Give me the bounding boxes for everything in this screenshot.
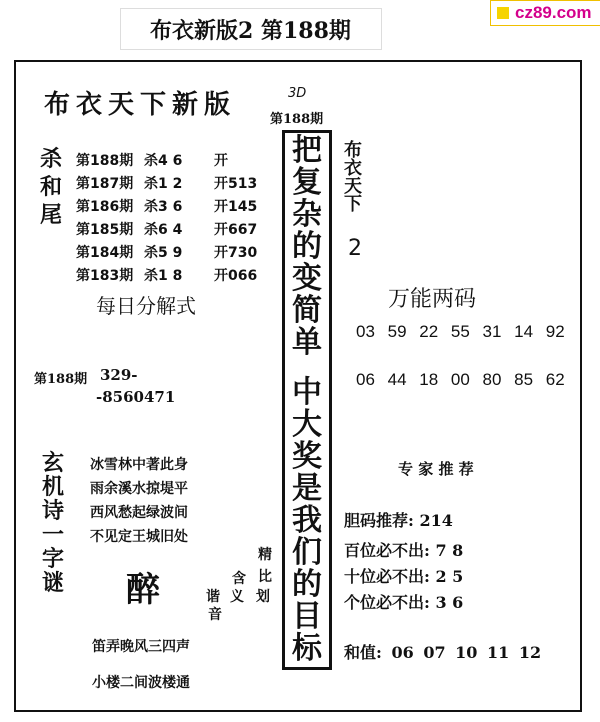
tens-exclude: 十位必不出: 2 5: [344, 567, 464, 586]
poem-footer-2: 小楼二间波楼通: [92, 675, 190, 691]
poem-line: 不见定王城旧处: [90, 529, 188, 545]
brand-vertical: 布 衣 天 下: [344, 140, 362, 215]
riddle-answer: 醉: [126, 570, 160, 610]
logo-text: cz89.com: [515, 3, 592, 22]
daily-title: 每日分解式: [96, 294, 196, 318]
bold-code: 胆码推荐: 214: [344, 511, 453, 530]
hundreds-exclude: 百位必不出: 7 8: [344, 541, 464, 560]
daily-line-1: 329-: [100, 366, 138, 384]
kill-row: 第185期 杀6 4 开667: [76, 222, 258, 238]
tag-issue: 第188期: [270, 112, 324, 127]
units-exclude: 个位必不出: 3 6: [344, 593, 464, 612]
kill-section-label: 杀 和 尾: [40, 146, 63, 228]
brand-number: 2: [348, 236, 362, 261]
riddle-hint: 划: [256, 589, 270, 605]
site-logo: [490, 0, 600, 26]
poem-line: 冰雪林中著此身: [90, 457, 188, 473]
two-codes-row-1: 03 59 22 55 31 14 92: [356, 322, 565, 341]
kill-row: 第184期 杀5 9 开730: [76, 245, 258, 261]
brand-title: 布衣天下新版: [44, 90, 237, 120]
riddle-hint: 精: [258, 547, 272, 563]
riddle-hint: 谐: [206, 589, 220, 605]
sum-values: 和值: 06 07 10 11 12: [344, 643, 542, 662]
kill-row: 第188期 杀4 6 开: [76, 153, 228, 169]
page-title: 布衣新版2 第188期: [150, 18, 351, 44]
poem-section-label: 玄 机 诗 一 字 谜: [42, 450, 65, 596]
poem-line: 西风愁起绿波间: [90, 505, 188, 521]
logo-square-icon: [497, 7, 509, 19]
kill-row: 第186期 杀3 6 开145: [76, 199, 258, 215]
expert-title: 专 家 推 荐: [398, 460, 474, 478]
slogan-column: 把 复 杂 的 变 简 单 中 大 奖 是 我 们 的 目 标: [292, 133, 322, 666]
tag-3d: 3D: [288, 86, 307, 101]
two-codes-title: 万能两码: [388, 287, 477, 312]
kill-row: 第187期 杀1 2 开513: [76, 176, 258, 192]
two-codes-row-2: 06 44 18 00 80 85 62: [356, 370, 565, 389]
riddle-hint: 比: [258, 569, 272, 585]
daily-issue: 第188期: [34, 372, 88, 387]
riddle-hint: 含: [232, 571, 246, 587]
daily-line-2: -8560471: [96, 388, 176, 406]
poem-footer-1: 笛弄晚风三四声: [92, 639, 190, 655]
riddle-hint: 义: [230, 589, 244, 605]
poem-line: 雨余溪水掠堤平: [90, 481, 188, 497]
kill-row: 第183期 杀1 8 开066: [76, 268, 258, 284]
riddle-hint: 音: [208, 607, 222, 623]
